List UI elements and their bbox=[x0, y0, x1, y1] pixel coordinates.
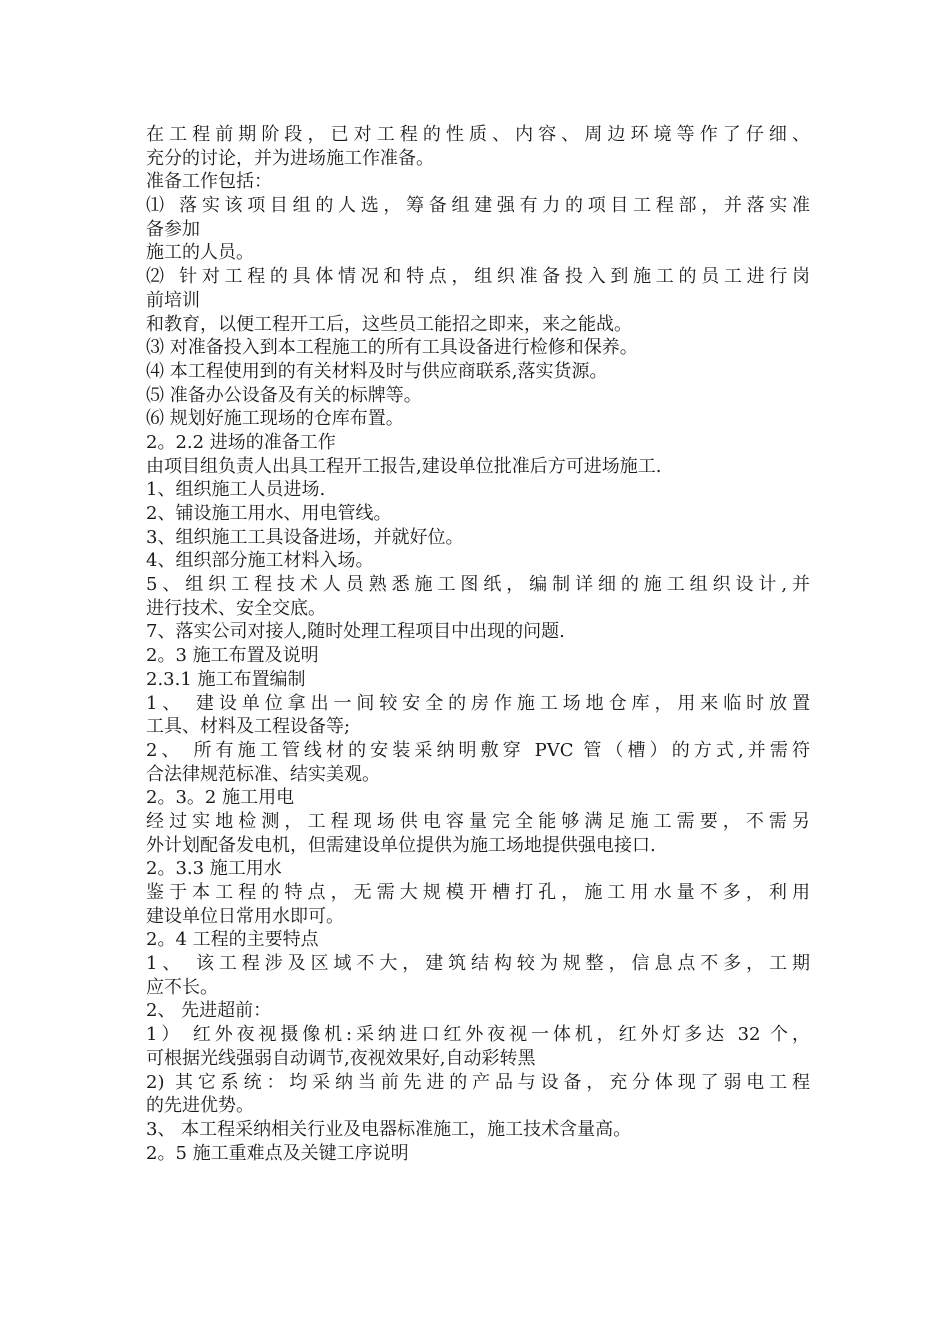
text-line: 7、落实公司对接人,随时处理工程项目中出现的问题. bbox=[146, 621, 565, 643]
text-line: 1、组织施工人员进场. bbox=[146, 479, 326, 501]
text-line: 2、 先进超前： bbox=[146, 1000, 272, 1022]
text-line: ⑸ 准备办公设备及有关的标牌等。 bbox=[146, 384, 422, 406]
text-line: 1） 红外夜视摄像机:采纳进口红外夜视一体机，红外灯多达 32 个， bbox=[146, 1024, 810, 1046]
text-line: 3、 本工程采纳相关行业及电器标准施工，施工技术含量高。 bbox=[146, 1118, 632, 1140]
text-line: 工具、材料及工程设备等; bbox=[146, 716, 351, 738]
text-line: 2) 其它系统：均采纳当前先进的产品与设备，充分体现了弱电工程 bbox=[146, 1071, 810, 1093]
text-line: 前培训 bbox=[146, 289, 200, 311]
text-line: 2.3.1 施工布置编制 bbox=[146, 668, 306, 690]
text-line: 2。5 施工重难点及关键工序说明 bbox=[146, 1142, 409, 1164]
text-line: 1、 建设单位拿出一间较安全的房作施工场地仓库，用来临时放置 bbox=[146, 692, 810, 714]
text-line: 5、组织工程技术人员熟悉施工图纸，编制详细的施工组织设计,并 bbox=[146, 574, 810, 596]
text-line: 由项目组负责人出具工程开工报告,建设单位批准后方可进场施工. bbox=[146, 455, 662, 477]
text-line: 可根据光线强弱自动调节,夜视效果好,自动彩转黑 bbox=[146, 1047, 536, 1069]
text-line: 的先进优势。 bbox=[146, 1095, 254, 1117]
text-line: 2。2.2 进场的准备工作 bbox=[146, 431, 336, 453]
text-line: 鉴于本工程的特点，无需大规模开槽打孔，施工用水量不多，利用 bbox=[146, 882, 810, 903]
text-line: 2、铺设施工用水、用电管线。 bbox=[146, 503, 392, 524]
text-line: ⑶ 对准备投入到本工程施工的所有工具设备进行检修和保养。 bbox=[146, 337, 638, 359]
text-line: 合法律规范标准、结实美观。 bbox=[146, 763, 380, 785]
text-line: 2、 所有施工管线材的安装采纳明敷穿 PVC 管（槽）的方式,并需符 bbox=[146, 739, 810, 761]
text-line: 外计划配备发电机，但需建设单位提供为施工场地提供强电接口. bbox=[146, 834, 656, 856]
text-line: 备参加 bbox=[146, 218, 200, 240]
text-line: 经过实地检测，工程现场供电容量完全能够满足施工需要，不需另 bbox=[146, 810, 810, 832]
text-line: 在工程前期阶段，已对工程的性质、内容、周边环境等作了仔细、 bbox=[146, 124, 810, 145]
text-line: ⑷ 本工程使用到的有关材料及时与供应商联系,落实货源。 bbox=[146, 360, 608, 382]
text-line: 充分的讨论，并为进场施工作准备。 bbox=[146, 147, 434, 169]
text-line: ⑵ 针对工程的具体情况和特点，组织准备投入到施工的员工进行岗 bbox=[146, 266, 810, 288]
text-line: 4、组织部分施工材料入场。 bbox=[146, 550, 374, 572]
text-line: 2。3 施工布置及说明 bbox=[146, 645, 319, 667]
text-line: 2。3。2 施工用电 bbox=[146, 787, 295, 809]
text-line: 建设单位日常用水即可。 bbox=[146, 905, 344, 927]
text-line: 2。4 工程的主要特点 bbox=[146, 929, 319, 951]
text-line: ⑹ 规划好施工现场的仓库布置。 bbox=[146, 408, 404, 430]
document-body bbox=[146, 123, 810, 1165]
text-line: 2。3.3 施工用水 bbox=[146, 858, 282, 880]
text-line: 应不长。 bbox=[146, 976, 218, 998]
text-line: 3、组织施工工具设备进场，并就好位。 bbox=[146, 526, 464, 548]
text-line: 准备工作包括： bbox=[146, 171, 272, 193]
text-line: 施工的人员。 bbox=[146, 242, 254, 264]
text-line: 1、 该工程涉及区域不大，建筑结构较为规整，信息点不多，工期 bbox=[146, 953, 810, 975]
text-line: 和教育，以便工程开工后，这些员工能招之即来，来之能战。 bbox=[146, 313, 632, 335]
text-line: ⑴ 落实该项目组的人选，筹备组建强有力的项目工程部，并落实准 bbox=[146, 195, 810, 217]
text-line: 进行技术、安全交底。 bbox=[146, 597, 326, 619]
